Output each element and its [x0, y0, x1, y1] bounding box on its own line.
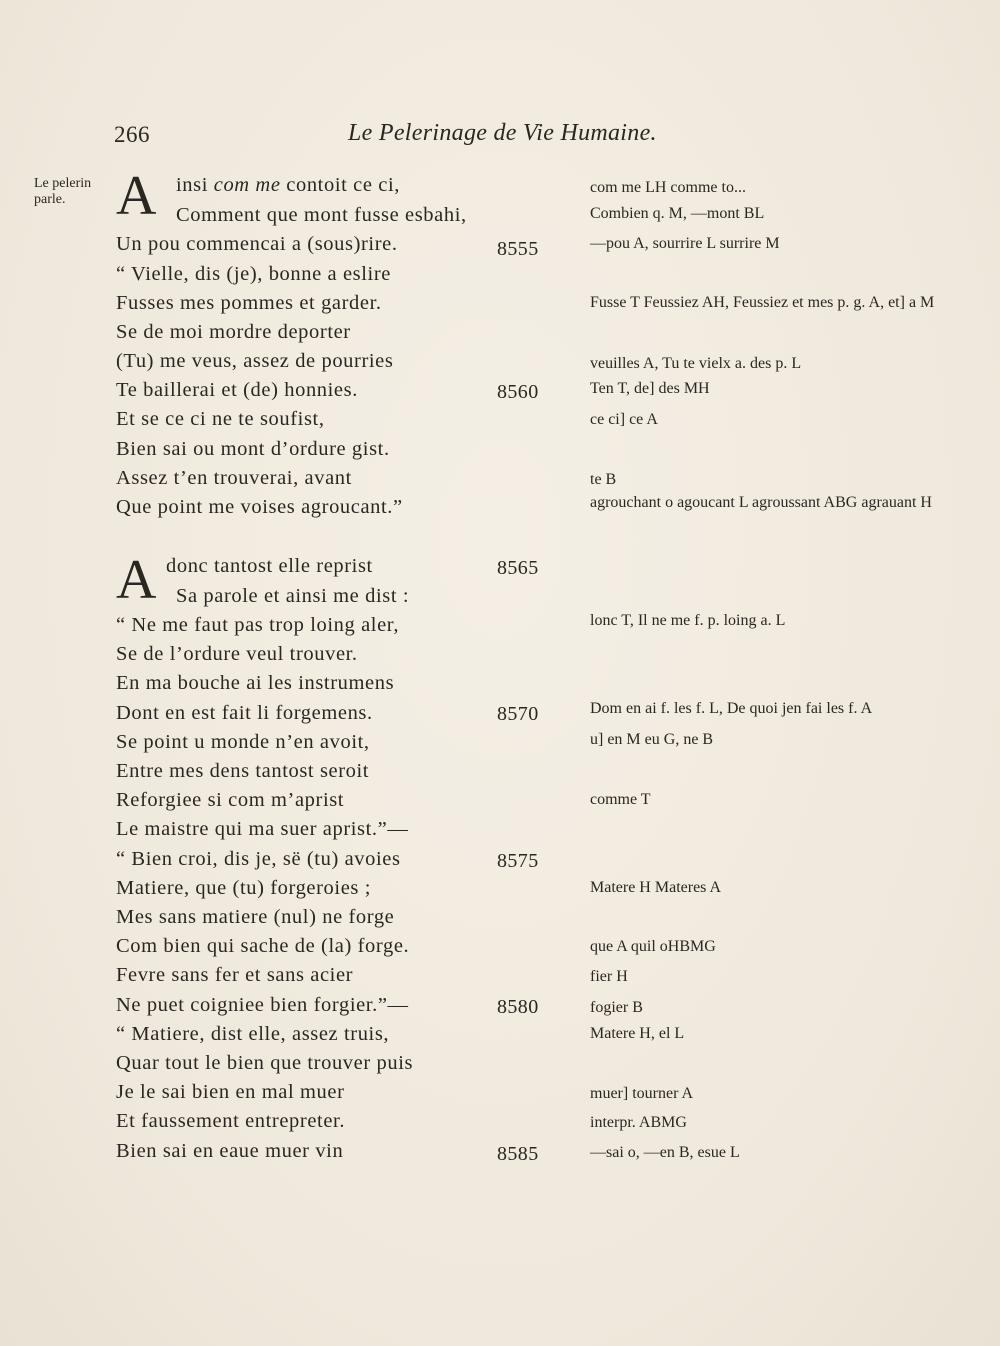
variant-note: lonc T, Il ne me f. p. loing a. L	[590, 612, 786, 629]
verse-line: Se point u monde n’en avoit,	[116, 731, 370, 753]
variant-note: u] en M eu G, ne B	[590, 731, 714, 748]
verse-line: Fevre sans fer et sans acier	[116, 964, 354, 986]
verse-line: Com bien qui sache de (la) forge.	[116, 935, 410, 957]
variant-note: Combien q. M, —mont BL	[590, 205, 765, 222]
verse-line: Bien sai en eaue muer vin	[116, 1140, 344, 1162]
page-number: 266	[114, 122, 150, 147]
variant-note: veuilles A, Tu te vielx a. des p. L	[590, 355, 802, 372]
variant-note: ce ci] ce A	[590, 411, 658, 428]
verse-line: “ Ne me faut pas trop loing aler,	[116, 614, 400, 636]
variant-note: fier H	[590, 968, 628, 985]
line-number: 8555	[497, 238, 539, 260]
drop-cap: A	[116, 165, 157, 227]
verse-line: “ Bien croi, dis je, së (tu) avoies	[116, 848, 401, 870]
line-number: 8560	[497, 381, 539, 403]
verse-line: (Tu) me veus, assez de pourries	[116, 350, 394, 372]
variant-note: —pou A, sourrire L surrire M	[590, 235, 780, 252]
variant-note: —sai o, —en B, esue L	[590, 1144, 740, 1161]
variant-note: Matere H, el L	[590, 1025, 685, 1042]
verse-line: Et faussement entrepreter.	[116, 1110, 346, 1132]
variant-note: comme T	[590, 791, 651, 808]
drop-cap: A	[116, 549, 157, 611]
verse-line: Dont en est fait li forgemens.	[116, 702, 373, 724]
verse-line: Mes sans matiere (nul) ne forge	[116, 906, 395, 928]
verse-line: Se de moi mordre deporter	[116, 321, 351, 343]
verse-line: Ne puet coigniee bien forgier.”—	[116, 994, 409, 1016]
verse-line: Un pou commencai a (sous)rire.	[116, 233, 398, 255]
variant-note: agrouchant o agoucant L agroussant ABG agrauant H	[590, 494, 932, 511]
margin-note: Le pelerin parle.	[34, 176, 92, 207]
verse-line: Matiere, que (tu) forgeroies ;	[116, 877, 371, 899]
variant-note: interpr. ABMG	[590, 1114, 687, 1131]
variant-note: Dom en ai f. les f. L, De quoi jen fai les f. A	[590, 700, 873, 717]
verse-line: Sa parole et ainsi me dist :	[176, 585, 410, 607]
verse-line: Bien sai ou mont d’ordure gist.	[116, 438, 390, 460]
verse-line: En ma bouche ai les instrumens	[116, 672, 395, 694]
verse-line: Le maistre qui ma suer aprist.”—	[116, 818, 409, 840]
verse-line: Je le sai bien en mal muer	[116, 1081, 345, 1103]
verse-line: “ Matiere, dist elle, assez truis,	[116, 1023, 390, 1045]
verse-line: “ Vielle, dis (je), bonne a eslire	[116, 263, 391, 285]
verse-line: Fusses mes pommes et garder.	[116, 292, 382, 314]
variant-note: te B	[590, 471, 617, 488]
variant-note: que A quil oHBMG	[590, 938, 716, 955]
line-number: 8570	[497, 703, 539, 725]
verse-line: Entre mes dens tantost seroit	[116, 760, 370, 782]
line-number: 8565	[497, 557, 539, 579]
variant-note: Fusse T Feussiez AH, Feussiez et mes p. g. A, et] a M	[590, 294, 935, 311]
line-number: 8585	[497, 1143, 539, 1165]
variant-note: fogier B	[590, 999, 643, 1016]
running-title: Le Pelerinage de Vie Humaine.	[348, 120, 657, 146]
variant-note: Ten T, de] des MH	[590, 380, 710, 397]
verse-line: Et se ce ci ne te soufist,	[116, 408, 325, 430]
verse-line: donc tantost elle reprist	[166, 555, 373, 577]
verse-line: Se de l’ordure veul trouver.	[116, 643, 358, 665]
variant-note: com me LH comme to...	[590, 179, 746, 196]
variant-note: Matere H Materes A	[590, 879, 722, 896]
variant-note: muer] tourner A	[590, 1085, 694, 1102]
verse-line: Que point me voises agroucant.”	[116, 496, 403, 518]
line-number: 8575	[497, 850, 539, 872]
verse-line: Reforgiee si com m’aprist	[116, 789, 345, 811]
verse-line: insi com me contoit ce ci,	[176, 174, 400, 196]
verse-line: Te baillerai et (de) honnies.	[116, 379, 358, 401]
verse-line: Assez t’en trouverai, avant	[116, 467, 352, 489]
verse-line: Comment que mont fusse esbahi,	[176, 204, 467, 226]
verse-line: Quar tout le bien que trouver puis	[116, 1052, 414, 1074]
line-number: 8580	[497, 996, 539, 1018]
